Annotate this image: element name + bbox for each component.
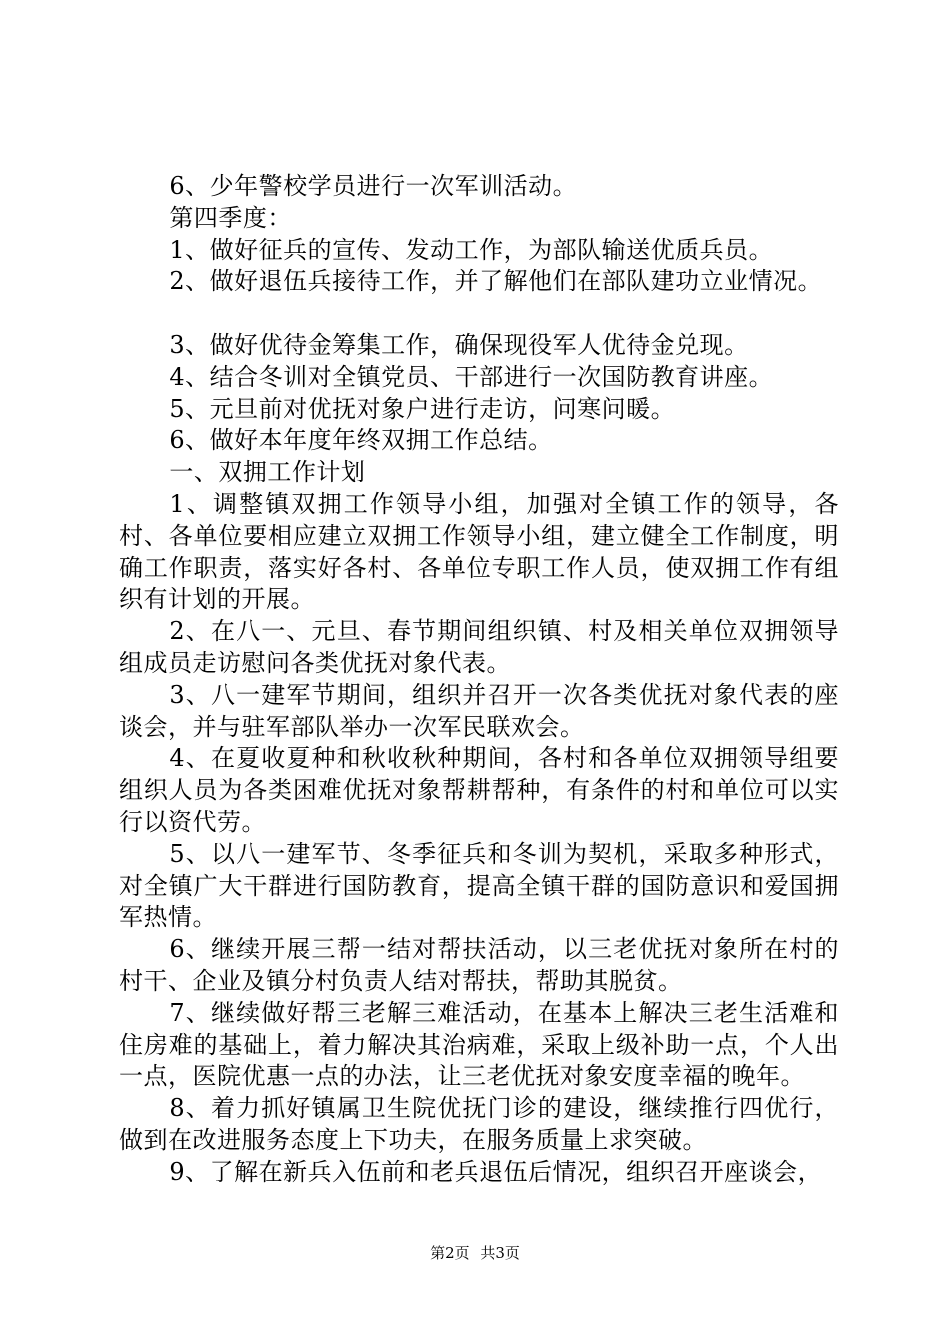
paragraph-q4-item-6: 6、做好本年度年终双拥工作总结。 [169,426,553,455]
document-body [119,171,839,1189]
paragraph-plan-item-5: 5、以八一建军节、冬季征兵和冬训为契机，采取多种形式，对全镇广大干群进行国防教育，提高全镇干群的国防意识和爱国拥军热情。 [119,839,839,932]
paragraph-q4-item-2: 2、做好退伍兵接待工作，并了解他们在部队建功立业情况。 [169,267,823,296]
paragraph-plan-item-8: 8、着力抓好镇属卫生院优抚门诊的建设，继续推行四优行，做到在改进服务态度上下功夫，在服务质量上求突破。 [119,1094,839,1154]
paragraph-q4-item-3: 3、做好优待金筹集工作，确保现役军人优待金兑现。 [169,330,749,359]
paragraph-q3-item-6: 6、少年警校学员进行一次军训活动。 [169,172,578,200]
paragraph-plan-item-3: 3、八一建军节期间，组织并召开一次各类优抚对象代表的座谈会，并与驻军部队举办一次军民联欢会。 [119,680,839,741]
section-heading-plan: 一、双拥工作计划 [169,458,366,487]
blank-line [119,298,839,330]
paragraph-plan-item-7: 7、继续做好帮三老解三难活动，在基本上解决三老生活难和住房难的基础上，着力解决其治病难，采取上级补助一点，个人出一点，医院优惠一点的办法，让三老优抚对象安度幸福的晚年。 [119,998,839,1091]
paragraph-q4-item-5: 5、元旦前对优抚对象户进行走访，问寒问暖。 [169,394,676,423]
page-total: 共3页 [480,1244,520,1262]
paragraph-plan-item-9: 9、了解在新兵入伍前和老兵退伍后情况，组织召开座谈会， [169,1157,823,1186]
section-heading-q4: 第四季度： [169,203,292,232]
paragraph-q4-item-1: 1、做好征兵的宣传、发动工作，为部队输送优质兵员。 [169,235,774,264]
paragraph-q4-item-4: 4、结合冬训对全镇党员、干部进行一次国防教育讲座。 [169,362,774,391]
paragraph-plan-item-1: 1、调整镇双拥工作领导小组，加强对全镇工作的领导，各村、各单位要相应建立双拥工作领导小组，建立健全工作制度，明确工作职责，落实好各村、各单位专职工作人员，使双拥工作有组织有计划的开展。 [119,489,839,614]
page-number: 第2页 [430,1244,470,1262]
page-footer [0,1243,950,1263]
paragraph-plan-item-6: 6、继续开展三帮一结对帮扶活动，以三老优抚对象所在村的村干、企业及镇分村负责人结对帮扶，帮助其脱贫。 [119,935,839,995]
paragraph-plan-item-4: 4、在夏收夏种和秋收秋种期间，各村和各单位双拥领导组要组织人员为各类困难优抚对象帮耕帮种，有条件的村和单位可以实行以资代劳。 [119,744,839,836]
paragraph-plan-item-2: 2、在八一、元旦、春节期间组织镇、村及相关单位双拥领导组成员走访慰问各类优抚对象代表。 [119,617,839,677]
